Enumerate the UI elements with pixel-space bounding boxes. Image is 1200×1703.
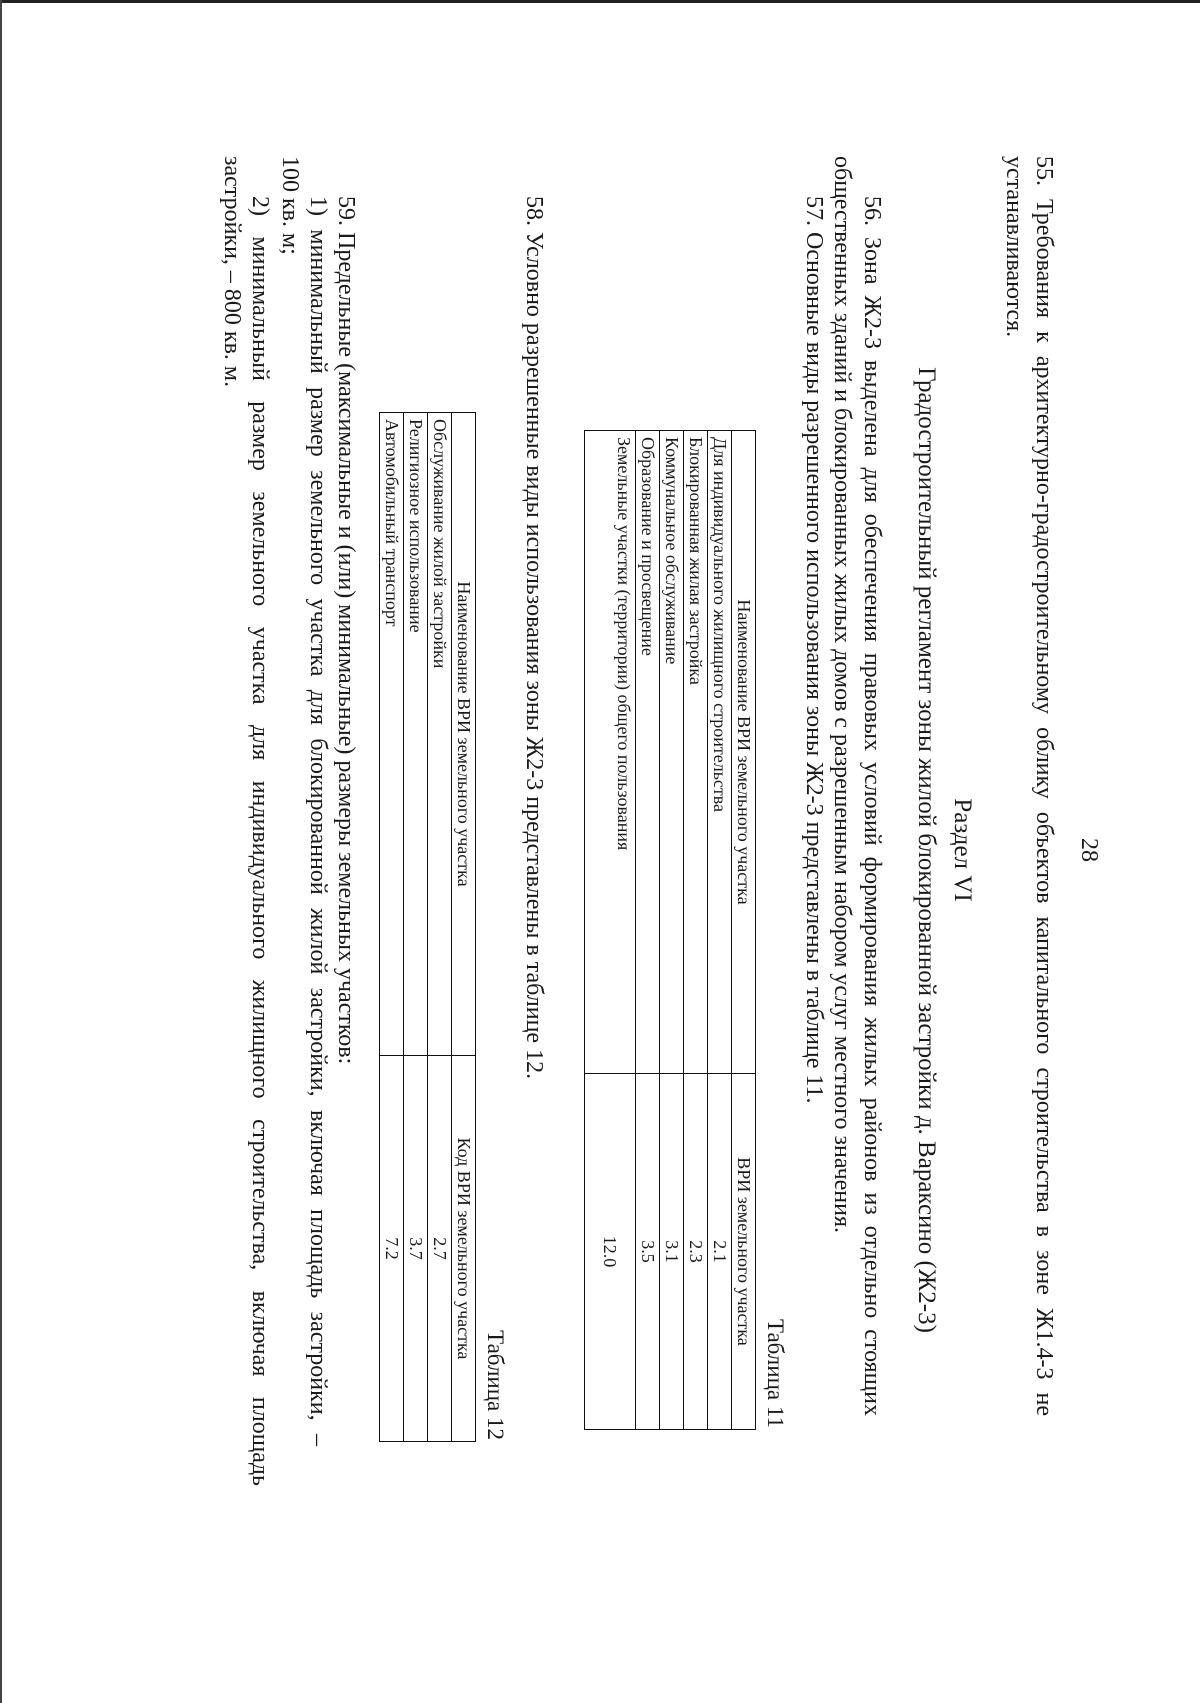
table-cell-name: Для индивидуального жилищного строительства xyxy=(708,431,732,1074)
table-cell-code: 3.1 xyxy=(660,1074,684,1430)
table-row xyxy=(380,413,404,1442)
paragraph-56-line1: 56. Зона Ж2-3 выделена для обеспечения правовых условий формирования жилых районов из отдельно стоящих xyxy=(859,196,885,1416)
table-11-caption: Таблица 11 xyxy=(763,1318,788,1428)
table-cell-name: Религиозное использование xyxy=(404,413,428,1056)
table-row xyxy=(684,431,708,1430)
paragraph-55-line2: устанавливаются. xyxy=(1001,156,1027,338)
table-cell-code: 12.0 xyxy=(585,1074,636,1430)
table-cell-name: Обслуживание жилой застройки xyxy=(428,413,452,1056)
table-cell-name: Земельные участки (территории) общего пользования xyxy=(585,431,636,1074)
scan-left-edge xyxy=(0,0,2,1703)
table-cell-name: Автомобильный транспорт xyxy=(380,413,404,1056)
paragraph-55-line1: 55. Требования к архитектурно-градостроительному облику объектов капитального строительства в зоне Ж1.4-3 не xyxy=(1031,156,1057,1416)
paragraph-57: 57. Основные виды разрешенного использования зоны Ж2-3 представлены в таблице 11. xyxy=(801,196,827,1104)
table-11-header-code: ВРИ земельного участка xyxy=(732,1074,756,1430)
table-row xyxy=(404,413,428,1442)
paragraph-59-intro: 59. Предельные (максимальные и (или) минимальные) размеры земельных участков: xyxy=(333,196,359,1065)
paragraph-59-item1-line1: 1) минимальный размер земельного участка для блокированной жилой застройки, включая площадь застройки, – xyxy=(305,196,331,1446)
table-cell-name: Коммунальное обслуживание xyxy=(660,431,684,1074)
table-11 xyxy=(584,430,756,1430)
table-12-header-name: Наименование ВРИ земельного участка xyxy=(452,413,476,1056)
table-11-header-name: Наименование ВРИ земельного участка xyxy=(732,431,756,1074)
section-title: Градостроительный регламент зоны жилой блокированной застройки д. Вараксино (Ж2-3) xyxy=(913,367,940,1333)
section-label: Раздел VI xyxy=(949,798,976,902)
table-12-header-code: Код ВРИ земельного участка xyxy=(452,1056,476,1442)
page-number: 28 xyxy=(1076,838,1102,862)
paragraph-59-item2-line1: 2) минимальный размер земельного участка для индивидуального жилищного строительства, включая площадь xyxy=(247,196,273,1486)
table-row xyxy=(585,431,636,1430)
scan-top-edge xyxy=(0,0,1200,3)
paragraph-59-item2-line2: застройки, – 800 кв. м. xyxy=(219,156,245,388)
table-12 xyxy=(379,412,476,1442)
rotated-page xyxy=(204,40,1104,1660)
table-row xyxy=(708,431,732,1430)
paragraph-56-line2: общественных зданий и блокированных жилых домов с разрешенным набором услуг местного значения. xyxy=(829,156,855,1234)
table-12-header-row xyxy=(452,413,476,1442)
table-cell-name: Образование и просвещение xyxy=(636,431,660,1074)
table-row xyxy=(428,413,452,1442)
table-row xyxy=(636,431,660,1430)
table-cell-code: 2.3 xyxy=(684,1074,708,1430)
table-cell-code: 7.2 xyxy=(380,1056,404,1442)
table-cell-code: 3.5 xyxy=(636,1074,660,1430)
table-cell-name: Блокированная жилая застройка xyxy=(684,431,708,1074)
table-cell-code: 2.7 xyxy=(428,1056,452,1442)
table-cell-code: 3.7 xyxy=(404,1056,428,1442)
table-row xyxy=(660,431,684,1430)
table-12-caption: Таблица 12 xyxy=(483,1330,508,1440)
paragraph-58: 58. Условно разрешенные виды использования зоны Ж2-3 представлены в таблице 12. xyxy=(521,196,547,1080)
table-cell-code: 2.1 xyxy=(708,1074,732,1430)
table-11-header-row xyxy=(732,431,756,1430)
paragraph-59-item1-line2: 100 кв. м; xyxy=(277,156,303,255)
